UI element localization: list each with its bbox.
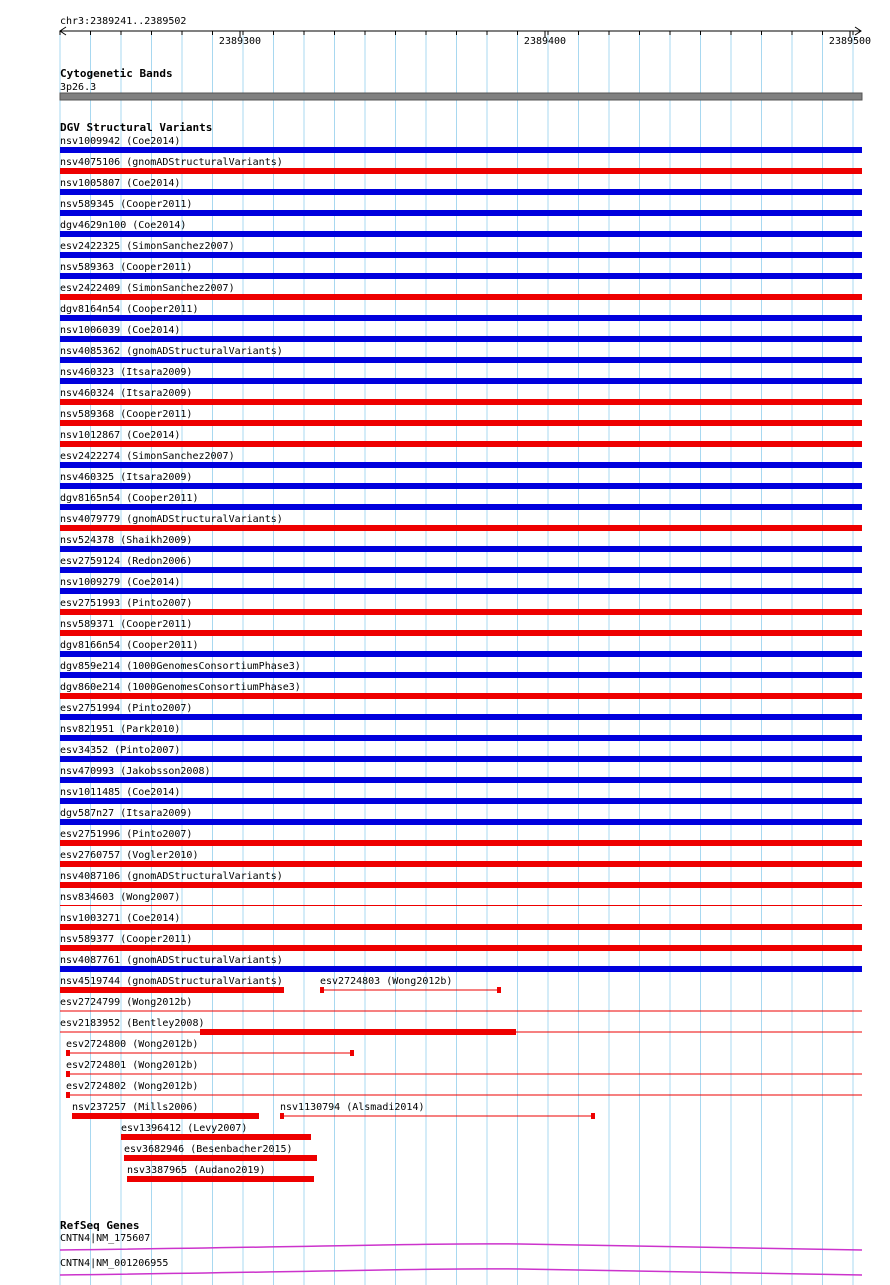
variant-bar[interactable] <box>60 357 862 363</box>
gene-model[interactable] <box>60 1244 862 1250</box>
variant-block[interactable] <box>280 1113 284 1119</box>
variant-label[interactable]: esv2751994 (Pinto2007) <box>60 703 193 714</box>
variant-bar[interactable] <box>60 378 862 384</box>
variant-label[interactable]: nsv589377 (Cooper2011) <box>60 934 193 945</box>
variant-label[interactable]: esv2724800 (Wong2012b) <box>66 1039 199 1050</box>
tick-label-2389500: 2389500 <box>828 36 872 47</box>
variant-label[interactable]: nsv1003271 (Coe2014) <box>60 913 181 924</box>
variant-label[interactable]: nsv1009279 (Coe2014) <box>60 577 181 588</box>
variant-label[interactable]: esv2724801 (Wong2012b) <box>66 1060 199 1071</box>
variant-bar[interactable] <box>60 588 862 594</box>
variant-label[interactable]: dgv8164n54 (Cooper2011) <box>60 304 199 315</box>
gene-label[interactable]: CNTN4|NM_175607 <box>60 1233 151 1244</box>
variant-bar[interactable] <box>60 987 284 993</box>
variant-label[interactable]: nsv1130794 (Alsmadi2014) <box>280 1102 425 1113</box>
variant-bar[interactable] <box>60 168 862 174</box>
variant-bar[interactable] <box>60 294 862 300</box>
variant-label[interactable]: nsv524378 (Shaikh2009) <box>60 535 193 546</box>
variant-bar[interactable] <box>60 966 862 972</box>
variant-label[interactable]: esv2422325 (SimonSanchez2007) <box>60 241 235 252</box>
variant-label[interactable]: esv2422274 (SimonSanchez2007) <box>60 451 235 462</box>
variant-label[interactable]: esv34352 (Pinto2007) <box>60 745 181 756</box>
variant-bar[interactable] <box>60 210 862 216</box>
variant-label[interactable]: esv2751996 (Pinto2007) <box>60 829 193 840</box>
variant-bar[interactable] <box>60 651 862 657</box>
variant-label[interactable]: nsv1012867 (Coe2014) <box>60 430 181 441</box>
variant-block[interactable] <box>591 1113 595 1119</box>
variant-label[interactable]: esv2724802 (Wong2012b) <box>66 1081 199 1092</box>
variant-label[interactable]: nsv470993 (Jakobsson2008) <box>60 766 211 777</box>
variant-bar[interactable] <box>60 609 862 615</box>
refseq-track-title: RefSeq Genes <box>60 1219 140 1232</box>
variant-bar[interactable] <box>124 1155 317 1161</box>
variant-label[interactable]: esv2422409 (SimonSanchez2007) <box>60 283 235 294</box>
variant-bar[interactable] <box>60 924 862 930</box>
variant-label[interactable]: dgv859e214 (1000GenomesConsortiumPhase3) <box>60 661 301 672</box>
variant-label[interactable]: nsv4085362 (gnomADStructuralVariants) <box>60 346 283 357</box>
variant-label[interactable]: nsv4079779 (gnomADStructuralVariants) <box>60 514 283 525</box>
variant-bar[interactable] <box>60 462 862 468</box>
variant-bar[interactable] <box>60 315 862 321</box>
variant-label[interactable]: nsv821951 (Park2010) <box>60 724 181 735</box>
variant-label[interactable]: esv2751993 (Pinto2007) <box>60 598 193 609</box>
variant-bar[interactable] <box>60 147 862 153</box>
tick-label-2389300: 2389300 <box>218 36 262 47</box>
variant-label[interactable]: nsv1006039 (Coe2014) <box>60 325 181 336</box>
variant-block[interactable] <box>66 1071 70 1077</box>
variant-label[interactable]: nsv1005807 (Coe2014) <box>60 178 181 189</box>
variant-bar[interactable] <box>60 504 862 510</box>
variant-label[interactable]: nsv1011485 (Coe2014) <box>60 787 181 798</box>
variant-label[interactable]: nsv589371 (Cooper2011) <box>60 619 193 630</box>
variant-bar[interactable] <box>60 714 862 720</box>
variant-label[interactable]: nsv460324 (Itsara2009) <box>60 388 193 399</box>
variant-label[interactable]: dgv4629n100 (Coe2014) <box>60 220 187 231</box>
variant-bar[interactable] <box>60 693 862 699</box>
variant-label[interactable]: nsv4087761 (gnomADStructuralVariants) <box>60 955 283 966</box>
variant-bar[interactable] <box>200 1029 516 1035</box>
variant-label[interactable]: dgv587n27 (Itsara2009) <box>60 808 193 819</box>
variant-block[interactable] <box>66 1092 70 1098</box>
variant-bar[interactable] <box>60 630 862 636</box>
cytoband-track <box>60 67 862 100</box>
dgv-track-title: DGV Structural Variants <box>60 121 213 134</box>
variant-label[interactable]: nsv589345 (Cooper2011) <box>60 199 193 210</box>
variant-label[interactable]: nsv237257 (Mills2006) <box>72 1102 199 1113</box>
variant-bar[interactable] <box>60 945 862 951</box>
variant-block[interactable] <box>320 987 324 993</box>
variant-block[interactable] <box>497 987 501 993</box>
variant-bar[interactable] <box>72 1113 259 1119</box>
variant-bar[interactable] <box>60 525 862 531</box>
variant-bar[interactable] <box>60 546 862 552</box>
variant-bar[interactable] <box>60 420 862 426</box>
variant-label[interactable]: esv2724799 (Wong2012b) <box>60 997 193 1008</box>
variant-bar[interactable] <box>60 273 862 279</box>
variant-bar[interactable] <box>121 1134 311 1140</box>
cytoband-track-title: Cytogenetic Bands <box>60 67 173 80</box>
variant-label[interactable]: dgv860e214 (1000GenomesConsortiumPhase3) <box>60 682 301 693</box>
variant-bar[interactable] <box>60 672 862 678</box>
variant-bar[interactable] <box>60 861 862 867</box>
refseq-track <box>60 1219 862 1275</box>
variant-label[interactable]: esv2759124 (Redon2006) <box>60 556 193 567</box>
variant-label[interactable]: nsv3387965 (Audano2019) <box>127 1165 266 1176</box>
variant-label[interactable]: nsv4087106 (gnomADStructuralVariants) <box>60 871 283 882</box>
variant-label[interactable]: nsv4075106 (gnomADStructuralVariants) <box>60 157 283 168</box>
cytoband-label[interactable]: 3p26.3 <box>60 82 97 93</box>
variant-bar[interactable] <box>60 336 862 342</box>
variant-bar[interactable] <box>60 777 862 783</box>
dgv-full-rows <box>60 136 862 972</box>
variant-bar[interactable] <box>127 1176 314 1182</box>
variant-label[interactable]: dgv8166n54 (Cooper2011) <box>60 640 199 651</box>
variant-bar[interactable] <box>60 840 862 846</box>
gene-label[interactable]: CNTN4|NM_001206955 <box>60 1258 169 1269</box>
variant-bar[interactable] <box>60 735 862 741</box>
variant-block[interactable] <box>66 1050 70 1056</box>
variant-bar[interactable] <box>60 819 862 825</box>
variant-bar[interactable] <box>60 252 862 258</box>
variant-label[interactable]: esv2760757 (Vogler2010) <box>60 850 199 861</box>
variant-label[interactable]: nsv460323 (Itsara2009) <box>60 367 193 378</box>
dgv-partial-rows <box>60 976 862 1182</box>
dgv-track <box>60 121 862 1182</box>
cytoband-bar[interactable] <box>60 93 862 100</box>
variant-label[interactable]: nsv589368 (Cooper2011) <box>60 409 193 420</box>
tick-label-2389400: 2389400 <box>523 36 567 47</box>
variant-block[interactable] <box>350 1050 354 1056</box>
variant-label[interactable]: nsv589363 (Cooper2011) <box>60 262 193 273</box>
variant-bar[interactable] <box>60 231 862 237</box>
variant-label[interactable]: nsv834603 (Wong2007) <box>60 892 181 903</box>
variant-label[interactable]: nsv1009942 (Coe2014) <box>60 136 181 147</box>
variant-label[interactable]: esv2724803 (Wong2012b) <box>320 976 453 987</box>
variant-bar[interactable] <box>60 189 862 195</box>
variant-bar[interactable] <box>60 441 862 447</box>
gene-model[interactable] <box>60 1269 862 1275</box>
variant-bar[interactable] <box>60 756 862 762</box>
variant-bar[interactable] <box>60 483 862 489</box>
variant-label[interactable]: esv3682946 (Besenbacher2015) <box>124 1144 293 1155</box>
variant-bar[interactable] <box>60 798 862 804</box>
variant-label[interactable]: nsv460325 (Itsara2009) <box>60 472 193 483</box>
variant-bar[interactable] <box>60 882 862 888</box>
variant-label[interactable]: nsv4519744 (gnomADStructuralVariants) <box>60 976 283 987</box>
variant-label[interactable]: dgv8165n54 (Cooper2011) <box>60 493 199 504</box>
variant-label[interactable]: esv1396412 (Levy2007) <box>121 1123 248 1134</box>
variant-bar[interactable] <box>60 399 862 405</box>
variant-bar[interactable] <box>60 567 862 573</box>
variant-label[interactable]: esv2183952 (Bentley2008) <box>60 1018 205 1029</box>
region-label: chr3:2389241..2389502 <box>60 16 187 27</box>
